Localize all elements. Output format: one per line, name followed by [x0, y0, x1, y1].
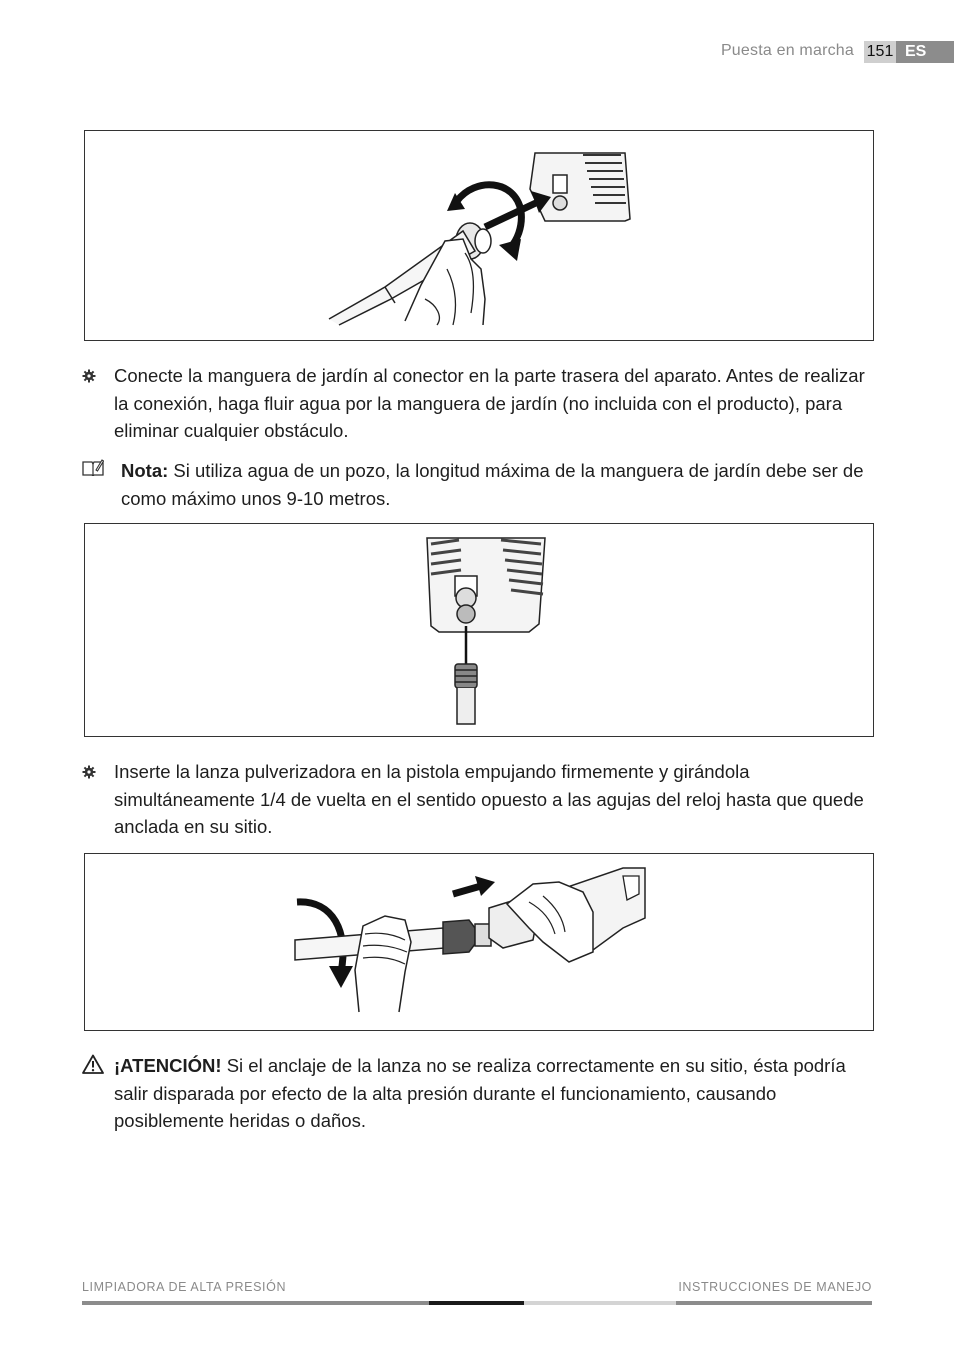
- language-tab: ES: [896, 41, 954, 63]
- note-paragraph: [121, 457, 874, 512]
- warning-triangle-icon: [82, 1054, 104, 1074]
- step-connect-hose: Conecte la manguera de jardín al conector en la parte trasera del aparato. Antes de realizar la conexión, haga fluir agua por la manguera de jardín (no incluida con el producto), para eliminar cualquier obstáculo.: [114, 365, 865, 441]
- footer-bar-mid-left: [82, 1301, 429, 1305]
- header-section-title: Puesta en marcha: [720, 42, 854, 59]
- warning-paragraph: [114, 1052, 874, 1135]
- warning-text: Si el anclaje de la lanza no se realiza correctamente en su sitio, ésta podría salir disparada por efecto de la alta presión durante el funcionamiento, causando posiblemente heridas o daños.: [114, 1055, 846, 1131]
- warning-label: ¡ATENCIÓN!: [114, 1055, 222, 1076]
- footer-product-name: LIMPIADORA DE ALTA PRESIÓN: [82, 1280, 287, 1294]
- open-book-icon: [82, 458, 104, 476]
- gear-bullet-icon: [82, 765, 96, 779]
- page-number: 151: [864, 41, 896, 63]
- note-text: Si utiliza agua de un pozo, la longitud máxima de la manguera de jardín debe ser de como máximo unos 9-10 metros.: [121, 460, 864, 509]
- footer-bar-light: [524, 1301, 676, 1305]
- figure-insert-lance: [84, 853, 874, 1031]
- note-label: Nota:: [121, 460, 169, 481]
- gear-bullet-icon: [82, 369, 96, 383]
- footer-document-title: INSTRUCCIONES DE MANEJO: [678, 1280, 872, 1294]
- hose-connection-illustration: [325, 149, 645, 329]
- connector-closeup-illustration: [411, 536, 551, 726]
- figure-connector-closeup: [84, 523, 874, 737]
- footer-bar-mid-right: [676, 1301, 872, 1305]
- step-insert-lance: Inserte la lanza pulverizadora en la pistola empujando firmemente y girándola simultáneamente 1/4 de vuelta en el sentido opuesto a las agujas del reloj hasta que quede anclada en su sitio.: [114, 761, 864, 837]
- insert-lance-illustration: [293, 862, 653, 1017]
- footer-bar-dark: [429, 1301, 524, 1305]
- figure-hose-connection: [84, 130, 874, 341]
